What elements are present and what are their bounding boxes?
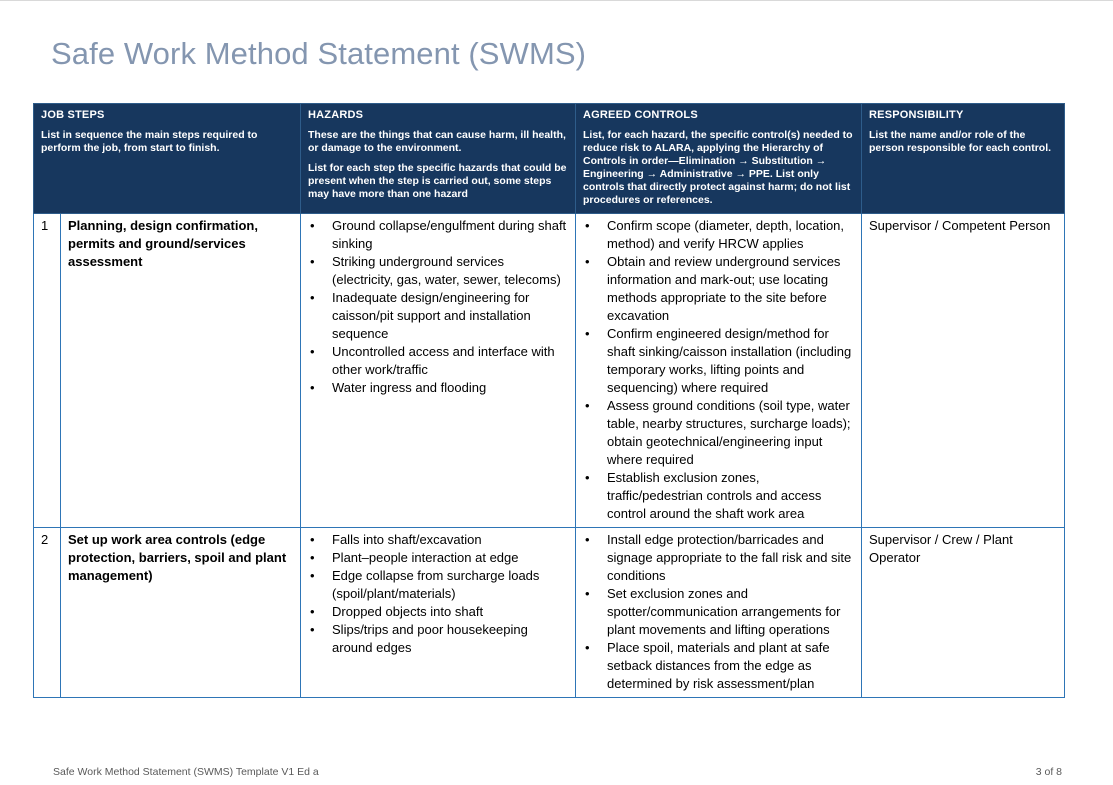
header-responsibility-desc: List the name and/or role of the person responsible for each control. <box>869 129 1052 154</box>
control-item: • Confirm scope (diameter, depth, location, method) and verify HRCW applies <box>583 217 854 253</box>
hazards-cell <box>301 214 576 528</box>
control-item: • Install edge protection/barricades and signage appropriate to the fall risk and site conditions <box>583 531 854 585</box>
header-hazards-desc: List for each step the specific hazards that could be present when the step is carried out, some steps may have more than one hazard <box>308 162 567 200</box>
step-number: 1 <box>34 214 61 528</box>
responsibility-cell: Supervisor / Crew / Plant Operator <box>862 528 1065 698</box>
header-responsibility-label: RESPONSIBILITY <box>869 109 964 121</box>
header-hazards-desc: These are the things that can cause harm, ill health, or damage to the environment. <box>308 129 566 154</box>
hazard-item: • Uncontrolled access and interface with other work/traffic <box>308 343 568 379</box>
hazard-item: • Inadequate design/engineering for caisson/pit support and installation sequence <box>308 289 568 343</box>
control-item: • Assess ground conditions (soil type, water table, nearby structures, surcharge loads); obtain geotechnical/engineering input where required <box>583 397 854 469</box>
table-header-row <box>34 104 1065 214</box>
table-row <box>34 528 1065 698</box>
controls-cell <box>576 214 862 528</box>
header-job-steps-desc: List in sequence the main steps required to perform the job, from start to finish. <box>41 129 258 154</box>
controls-cell <box>576 528 862 698</box>
page-title: Safe Work Method Statement (SWMS) <box>51 36 587 71</box>
header-hazards <box>301 104 576 214</box>
control-item: • Set exclusion zones and spotter/communication arrangements for plant movements and lifting operations <box>583 585 854 639</box>
header-controls <box>576 104 862 214</box>
header-responsibility <box>862 104 1065 214</box>
table-row <box>34 214 1065 528</box>
hazard-item: • Ground collapse/engulfment during shaft sinking <box>308 217 568 253</box>
header-hazards-label: HAZARDS <box>308 109 364 121</box>
hazard-item: • Dropped objects into shaft <box>308 603 568 621</box>
hazard-item: • Water ingress and flooding <box>308 379 568 397</box>
header-job-steps <box>34 104 301 214</box>
control-item: • Confirm engineered design/method for shaft sinking/caisson installation (including temporary works, lifting points and sequencing) where required <box>583 325 854 397</box>
control-item: • Establish exclusion zones, traffic/pedestrian controls and access control around the shaft work area <box>583 469 854 523</box>
footer-document-name: Safe Work Method Statement (SWMS) Template V1 Ed a <box>53 766 319 778</box>
hazards-cell <box>301 528 576 698</box>
job-step: Set up work area controls (edge protection, barriers, spoil and plant management) <box>61 528 301 698</box>
header-controls-label: AGREED CONTROLS <box>583 109 698 121</box>
hazard-item: • Falls into shaft/excavation <box>308 531 568 549</box>
footer-page-number: 3 of 8 <box>1035 766 1062 778</box>
hazard-item: • Plant–people interaction at edge <box>308 549 568 567</box>
header-job-steps-label: JOB STEPS <box>41 109 105 121</box>
hazard-item: • Striking underground services (electricity, gas, water, sewer, telecoms) <box>308 253 568 289</box>
control-item: • Obtain and review underground services information and mark-out; use locating methods appropriate to the site before excavation <box>583 253 854 325</box>
swms-table <box>33 103 1065 698</box>
page-top-border <box>0 0 1113 1</box>
header-controls-desc: List, for each hazard, the specific control(s) needed to reduce risk to ALARA, applying the Hierarchy of Controls in order—Elimination → Substitution → Engineering → Administrative → PPE. List only controls that directly protect against harm; do not list procedures or references. <box>583 129 853 206</box>
control-item: • Place spoil, materials and plant at safe setback distances from the edge as determined by risk assessment/plan <box>583 639 854 693</box>
hazard-item: • Edge collapse from surcharge loads (spoil/plant/materials) <box>308 567 568 603</box>
step-number: 2 <box>34 528 61 698</box>
job-step: Planning, design confirmation, permits and ground/services assessment <box>61 214 301 528</box>
responsibility-cell: Supervisor / Competent Person <box>862 214 1065 528</box>
hazard-item: • Slips/trips and poor housekeeping around edges <box>308 621 568 657</box>
